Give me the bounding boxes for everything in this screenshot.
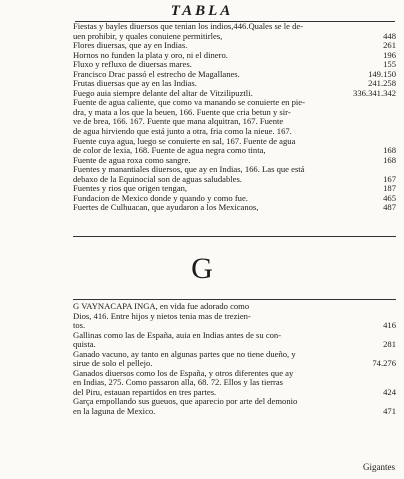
page-reference: 465 bbox=[383, 192, 396, 203]
entry-text: Fuego auia siempre delante del altar de Vitzilipuztli. bbox=[73, 87, 253, 98]
entry-text: dra, y mata a los que la beuen, 166. Fuente que cria betun y sir- bbox=[73, 106, 291, 117]
entry-text: Fuentes y manantiales diuersos, que ay en Indias, 166. Las que está bbox=[73, 164, 305, 175]
page-reference: 471 bbox=[383, 406, 396, 417]
section-letter: G bbox=[191, 252, 213, 285]
entry-text: Fiestas y bayles diuersos que tenian los indios,446.Quales se le de- bbox=[73, 21, 304, 31]
index-entry bbox=[73, 407, 398, 417]
entry-text: Flores diuersas, que ay en Indias. bbox=[73, 40, 188, 51]
entry-text: Fluxo y refluxo de diuersas mares. bbox=[73, 59, 192, 70]
entry-text: de agua hirviendo que está junto a otra, fria como la nieue. 167. bbox=[73, 126, 292, 137]
page-reference: 261 bbox=[383, 40, 396, 51]
entry-text: Fuertes de Culhuacan, que ayudaron a los Mexicanos, bbox=[73, 202, 259, 213]
entry-text: tos. bbox=[73, 320, 86, 331]
page-reference: 416 bbox=[383, 320, 396, 331]
entry-text: de color de lexia, 168. Fuente de agua negra como tinta, bbox=[73, 145, 266, 156]
page-header-title: TABLA bbox=[170, 3, 234, 19]
entry-text: sirue de solo el pellejo. bbox=[73, 358, 153, 369]
index-entry bbox=[73, 312, 398, 322]
page-reference: 241.258 bbox=[368, 78, 396, 89]
entry-text: Ganado vacuno, ay tanto en algunas partes que no tiene dueño, y bbox=[73, 348, 296, 359]
entry-text: Francisco Drac passó el estrecho de Magallanes. bbox=[73, 68, 240, 79]
entry-text: en Indias, 275. Como passaron alla, 68. 72. Ellos y las tierras bbox=[73, 377, 284, 388]
entry-text: G VAYNACAPA INGA, en vida fue adorado como bbox=[73, 301, 250, 311]
entry-text: ve de brea, 166. 167. Fuente que mana alquitran, 167. Fuente bbox=[73, 116, 284, 127]
entry-text: quista. bbox=[73, 339, 96, 350]
entry-text: Fuentes y rios que origen tengan, bbox=[73, 183, 188, 194]
page-reference: 424 bbox=[383, 386, 396, 397]
entry-text: en la laguna de Mexico. bbox=[73, 406, 156, 417]
entry-text: debaxo de la Equinocial son de aguas saludables. bbox=[73, 173, 242, 184]
catchword: Gigantes bbox=[363, 462, 395, 472]
entry-text: Gallinas como las de España, auia en Indias antes de su con- bbox=[73, 329, 282, 340]
page-reference: 336.341.342 bbox=[353, 87, 396, 98]
page-reference: 448 bbox=[383, 30, 396, 41]
entry-text: Hornos no funden la plata y oro, ni el dinero. bbox=[73, 49, 228, 60]
entry-text: Fuente cuya agua, luego se conuierte en sal, 167. Fuente de agua bbox=[73, 135, 296, 146]
entry-text: Fuente de agua roxa como sangre. bbox=[73, 154, 191, 165]
page-reference: 168 bbox=[383, 154, 396, 165]
section-letter-box bbox=[73, 236, 396, 300]
page-reference: 487 bbox=[383, 202, 396, 213]
page-reference: 155 bbox=[383, 59, 396, 70]
entry-text: Fundacion de Mexico donde y quando y como fue. bbox=[73, 192, 248, 203]
page-reference: 167 bbox=[383, 173, 396, 184]
page-reference: 149.150 bbox=[368, 68, 396, 79]
index-entry bbox=[73, 331, 398, 341]
entry-text: del Piru, estauan repartidos en tres partes. bbox=[73, 386, 217, 397]
page-reference: 187 bbox=[383, 183, 396, 194]
entry-text: Fuente de agua caliente, que como va manando se conuierte en pie- bbox=[73, 97, 305, 108]
entry-text: Ganados diuersos como los de España, y otros diferentes que ay bbox=[73, 367, 294, 378]
page-reference: 281 bbox=[383, 339, 396, 350]
index-section-g bbox=[73, 302, 398, 417]
entry-text: Frutas diuersas que ay en las Indias. bbox=[73, 78, 197, 89]
entry-text: uen prohibir, y quales conuiene permitirles, bbox=[73, 30, 223, 41]
page-reference: 196 bbox=[383, 49, 396, 60]
entry-text: Dios, 416. Entre hijos y nietos tenia mas de trezien- bbox=[73, 310, 251, 321]
index-entry bbox=[73, 203, 398, 213]
page-reference: 74.276 bbox=[372, 358, 396, 369]
entry-text: Garça empollando sus gueuos, que aparecio por arte del demonio bbox=[73, 396, 298, 407]
page-reference: 168 bbox=[383, 145, 396, 156]
index-section-f bbox=[73, 22, 398, 213]
